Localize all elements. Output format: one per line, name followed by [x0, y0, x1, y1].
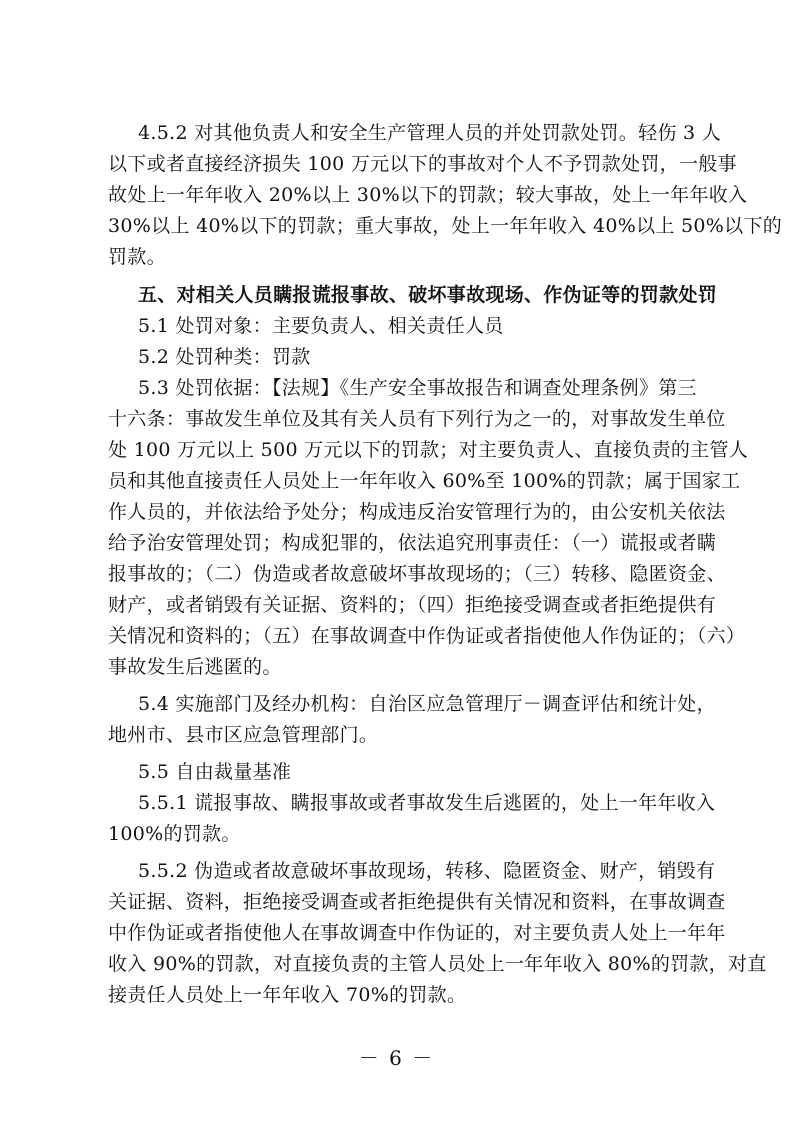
text-line: 100%的罚款。	[108, 823, 241, 845]
text-line: 收入 90%的罚款，对直接负责的主管人员处上一年年收入 80%的罚款，对直	[108, 953, 767, 975]
text-line: 5.5 自由裁量基准	[138, 761, 292, 783]
text-line: 以下或者直接经济损失 100 万元以下的事故对个人不予罚款处罚，一般事	[108, 153, 737, 175]
text-line: 十六条：事故发生单位及其有关人员有下列行为之一的，对事故发生单位	[108, 408, 726, 430]
text-line: 财产，或者销毁有关证据、资料的；（四）拒绝接受调查或者拒绝提供有	[108, 594, 717, 616]
text-line: 中作伪证或者指使他人在事故调查中作伪证的，对主要负责人处上一年年	[108, 922, 726, 944]
text-line: 作人员的，并依法给予处分；构成违反治安管理行为的，由公安机关依法	[108, 501, 726, 523]
page-number: － 6 －	[358, 1046, 435, 1070]
text-line: 给予治安管理处罚；构成犯罪的，依法追究刑事责任：（一）谎报或者瞒	[108, 532, 717, 554]
text-line: 4.5.2 对其他负责人和安全生产管理人员的并处罚款处罚。轻伤 3 人	[138, 122, 722, 144]
text-line: 关证据、资料，拒绝接受调查或者拒绝提供有关情况和资料，在事故调查	[108, 891, 726, 913]
text-line: 接责任人员处上一年年收入 70%的罚款。	[108, 984, 467, 1006]
text-line: 5.5.1 谎报事故、瞒报事故或者事故发生后逃匿的，处上一年年收入	[138, 792, 716, 814]
text-line: 5.4 实施部门及经办机构：自治区应急管理厅－调查评估和统计处，	[138, 693, 716, 715]
text-line: 报事故的；（二）伪造或者故意破坏事故现场的；（三）转移、隐匿资金、	[108, 563, 726, 585]
text-line: 罚款。	[108, 246, 166, 268]
text-line: 故处上一年年收入 20%以上 30%以下的罚款；较大事故，处上一年年收入	[108, 184, 748, 206]
text-line: 5.1 处罚对象：主要负责人、相关责任人员	[138, 315, 504, 337]
section-heading: 五、对相关人员瞒报谎报事故、破坏事故现场、作伪证等的罚款处罚	[138, 284, 718, 306]
text-line: 处 100 万元以上 500 万元以下的罚款；对主要负责人、直接负责的主管人	[108, 439, 749, 461]
text-line: 5.5.2 伪造或者故意破坏事故现场，转移、隐匿资金、财产，销毁有	[138, 860, 716, 882]
text-line: 5.3 处罚依据：【法规】《生产安全事故报告和调查处理条例》第三	[138, 377, 697, 399]
text-line: 员和其他直接责任人员处上一年年收入 60%至 100%的罚款；属于国家工	[108, 470, 741, 492]
text-line: 5.2 处罚种类：罚款	[138, 346, 311, 368]
text-line: 地州市、县市区应急管理部门。	[108, 724, 379, 746]
text-line: 30%以上 40%以下的罚款；重大事故，处上一年年收入 40%以上 50%以下的	[108, 215, 783, 237]
text-line: 事故发生后逃匿的。	[108, 656, 282, 678]
text-line: 关情况和资料的；（五）在事故调查中作伪证或者指使他人作伪证的；（六）	[108, 625, 746, 647]
